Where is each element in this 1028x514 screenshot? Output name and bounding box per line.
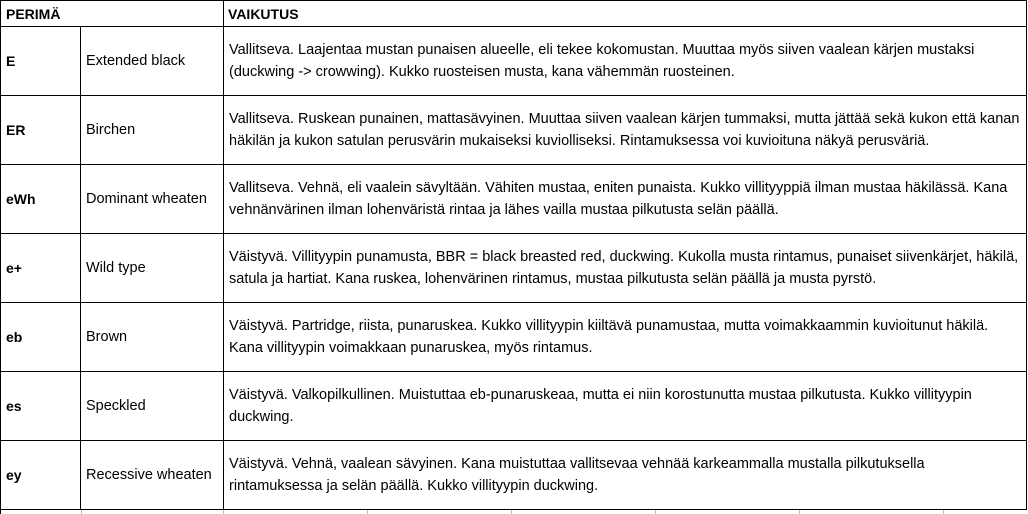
gene-effect: Vallitseva. Vehnä, eli vaalein sävyltään. Vähiten mustaa, eniten punaista. Kukko villityyppiä ilman mustaa häkilässä. Kana vehnänvärinen ilman lohenväristä rintaa ja lähes vailla mustaa pilkutusta selän päällä. [224,165,1027,234]
gridline [81,510,82,514]
gridline [943,510,944,514]
gridline [511,510,512,514]
gridline [799,510,800,514]
gridline [367,510,368,514]
gene-code: es [1,372,81,441]
effect-header: VAIKUTUS [224,1,1027,27]
table-header-row [1,1,1027,27]
table-row [1,165,1027,234]
gene-name: Recessive wheaten [81,441,224,510]
table-row [1,27,1027,96]
genotype-header: PERIMÄ [1,1,224,27]
gene-code: e+ [1,234,81,303]
spreadsheet-gridline-strip [0,510,1026,514]
gene-effect: Väistyvä. Partridge, riista, punaruskea. Kukko villityypin kiiltävä punamustaa, mutta voimakkaammin kuvioitunut häkilä. Kana villityypin voimakkaan punaruskea, myös rintamus. [224,303,1027,372]
table-row [1,234,1027,303]
table-row [1,441,1027,510]
table-row [1,96,1027,165]
gridline [655,510,656,514]
gene-name: Dominant wheaten [81,165,224,234]
gene-name: Extended black [81,27,224,96]
gene-effect: Vallitseva. Ruskean punainen, mattasävyinen. Muuttaa siiven vaalean kärjen tummaksi, mutta jättää sekä kukon että kanan häkilän ja kukon satulan perusvärin mukaiseksi kuviolliseksi. Rintamuksessa voi kuvioituna näkyä perusväriä. [224,96,1027,165]
gene-code: eb [1,303,81,372]
gene-name: Birchen [81,96,224,165]
table-row [1,372,1027,441]
gene-name: Brown [81,303,224,372]
gene-code: ey [1,441,81,510]
gene-effect: Väistyvä. Valkopilkullinen. Muistuttaa eb-punaruskeaa, mutta ei niin korostunutta mustaa pilkutusta. Kukko villityypin duckwing. [224,372,1027,441]
table-row [1,303,1027,372]
gene-effect: Väistyvä. Villityypin punamusta, BBR = black breasted red, duckwing. Kukolla musta rintamus, punaiset siivenkärjet, häkilä, satula ja hartiat. Kana ruskea, lohenvärinen rintamus, mustaa pilkutusta selän päällä ja musta pyrstö. [224,234,1027,303]
gene-effect: Vallitseva. Laajentaa mustan punaisen alueelle, eli tekee kokomustan. Muuttaa myös siiven vaalean kärjen mustaksi (duckwing -> crowwing). Kukko ruosteisen musta, kana vähemmän ruosteinen. [224,27,1027,96]
gene-effect: Väistyvä. Vehnä, vaalean sävyinen. Kana muistuttaa vallitsevaa vehnää karkeammalla mustalla pilkutuksella rintamuksessa ja selän päällä. Kukko villityypin duckwing. [224,441,1027,510]
gene-name: Speckled [81,372,224,441]
gene-code: ER [1,96,81,165]
gene-code: E [1,27,81,96]
gene-code: eWh [1,165,81,234]
gridline [223,510,224,514]
gene-name: Wild type [81,234,224,303]
